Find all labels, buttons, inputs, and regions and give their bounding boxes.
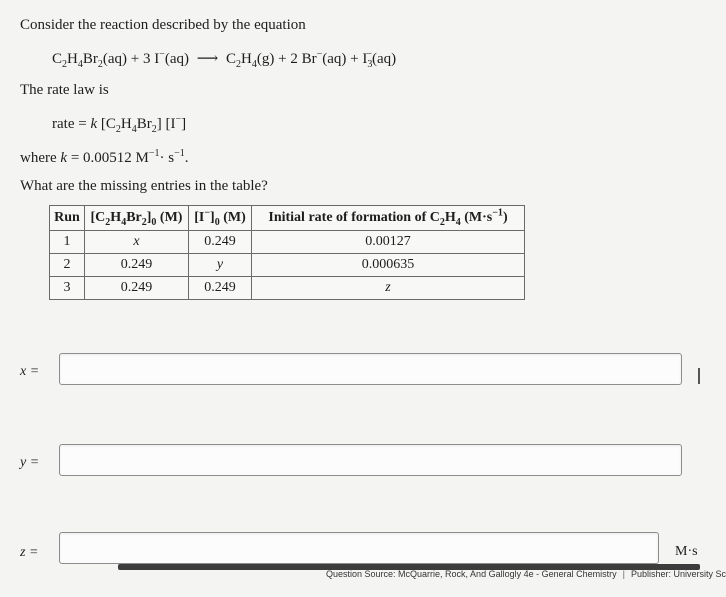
source-text: Question Source: McQuarrie, Rock, And Gallogly 4e - General Chemistry (326, 569, 617, 579)
cell-c2h4br2: 0.249 (85, 254, 189, 277)
header-run: Run (50, 206, 85, 231)
header-initial-rate: Initial rate of formation of $C_2H_4$ $(M\cdot s^{-1})$ (252, 206, 525, 231)
z-answer-input[interactable] (59, 532, 659, 564)
rate-constant-text: where k = 0.00512 $M^{-1}\cdot s^{-1}$. (20, 148, 189, 166)
table-row (50, 254, 525, 277)
footer-separator: | (622, 569, 625, 579)
cell-run: 1 (50, 231, 85, 254)
table-row (50, 231, 525, 254)
x-answer-input[interactable] (59, 353, 682, 385)
y-label: y = (20, 455, 40, 470)
cell-rate: 0.00127 (252, 231, 525, 254)
header-c2h4br2: $[C_2H_4Br_2]_0$ (M) (85, 206, 189, 231)
z-label: z = (20, 545, 39, 560)
intro-text: Consider the reaction described by the equation (20, 17, 306, 33)
reaction-arrow-icon: ⟶ (196, 51, 219, 67)
rate-law-equation: rate = k $[C_2H_4Br_2]$ [I−] (52, 114, 187, 135)
reaction-equation: $C_2H_4Br_2(aq) + 3$ I−(aq) ⟶ $C_2H_4(g) + 2$ $Br^-(aq) + I_3^-(aq)$ (52, 49, 397, 70)
cell-iodide: 0.249 (189, 277, 252, 300)
table-row (50, 277, 525, 300)
header-iodide: $[I^-]_0$ (M) (189, 206, 252, 231)
cell-c2h4br2: 0.249 (85, 277, 189, 300)
rate-law-intro: The rate law is (20, 82, 109, 98)
offscreen-edge (698, 368, 700, 384)
y-answer-input[interactable] (59, 444, 682, 476)
cell-rate: 0.000635 (252, 254, 525, 277)
cell-rate: z (252, 277, 525, 300)
cell-c2h4br2: x (85, 231, 189, 254)
cell-run: 2 (50, 254, 85, 277)
publisher-text: Publisher: University Sc (630, 569, 726, 579)
z-unit-label: M·s (675, 544, 698, 559)
data-table (49, 205, 525, 300)
x-label: x = (20, 364, 40, 379)
table-header-row (50, 206, 525, 231)
cell-iodide: y (189, 254, 252, 277)
source-footer (326, 569, 726, 579)
cell-run: 3 (50, 277, 85, 300)
question-prompt: What are the missing entries in the table? (20, 178, 268, 194)
cell-iodide: 0.249 (189, 231, 252, 254)
